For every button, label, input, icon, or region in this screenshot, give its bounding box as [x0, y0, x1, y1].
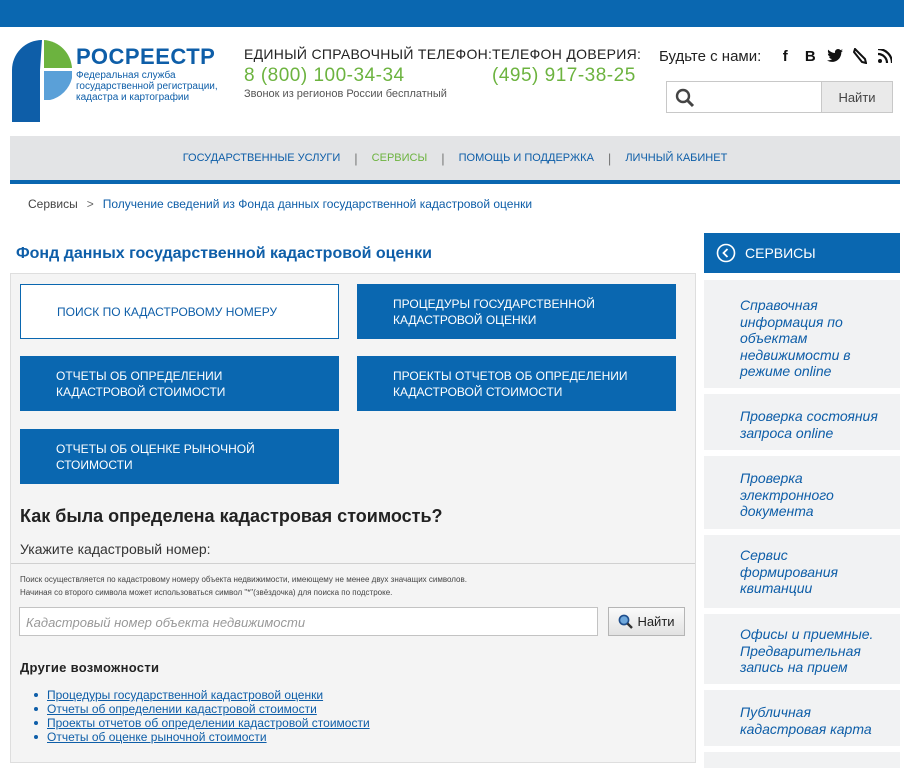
howto-title: Как была определена кадастровая стоимость?: [20, 506, 443, 526]
nav-item-services[interactable]: СЕРВИСЫ: [371, 152, 428, 164]
logo-name: РОСРЕЕСТР: [76, 44, 216, 69]
site-search: [666, 81, 893, 113]
nav-separator: |: [354, 150, 358, 166]
list-item: [34, 730, 370, 744]
bullet-icon: [34, 721, 38, 725]
nav-separator: |: [607, 150, 612, 166]
social-label: Будьте с нами:: [659, 47, 762, 65]
sidebar-header-label: СЕРВИСЫ: [745, 245, 816, 261]
other-options-list: [34, 688, 370, 744]
sidebar-item-reference-info[interactable]: Справочная информация по объектам недвижимости в режиме online: [704, 280, 900, 388]
cadastral-search-button[interactable]: [608, 607, 685, 636]
service-button-valuation-procedures[interactable]: ПРОЦЕДУРЫ ГОСУДАРСТВЕННОЙ КАДАСТРОВОЙ ОЦЕНКИ: [357, 284, 676, 339]
nav-separator: |: [441, 150, 445, 166]
hotline-number[interactable]: 8 (800) 100-34-34: [244, 65, 405, 86]
list-item: [34, 702, 370, 716]
cadastral-number-input[interactable]: Кадастровый номер объекта недвижимости: [19, 607, 598, 636]
breadcrumb-separator: >: [86, 197, 94, 211]
list-item: [34, 688, 370, 702]
trust-line-title: ТЕЛЕФОН ДОВЕРИЯ:: [492, 46, 642, 62]
other-options-title: Другие возможности: [20, 660, 160, 675]
chevron-left-circle-icon: [716, 243, 736, 263]
sidebar-item-request-status[interactable]: Проверка состояния запроса online: [704, 394, 900, 450]
cadastral-search-button-label: Найти: [637, 614, 675, 629]
page-title: Фонд данных государственной кадастровой оценки: [16, 245, 432, 262]
hotline-note: Звонок из регионов России бесплатный: [244, 88, 447, 100]
service-button-valuation-reports[interactable]: ОТЧЕТЫ ОБ ОПРЕДЕЛЕНИИ КАДАСТРОВОЙ СТОИМОСТИ: [20, 356, 339, 411]
main-navigation: [10, 136, 900, 180]
sidebar-item-partial: [704, 752, 900, 768]
breadcrumb: [28, 197, 532, 211]
sidebar-item-receipt-service[interactable]: Сервис формирования квитанции: [704, 535, 900, 608]
bullet-icon: [34, 707, 38, 711]
facebook-icon[interactable]: f: [782, 47, 788, 65]
hotline-block: [244, 46, 492, 100]
cadastral-number-label: Укажите кадастровый номер:: [20, 541, 211, 557]
service-button-cadastral-search[interactable]: ПОИСК ПО КАДАСТРОВОМУ НОМЕРУ: [20, 284, 339, 339]
other-link[interactable]: Отчеты об определении кадастровой стоимости: [47, 702, 317, 716]
nav-underline: [10, 180, 900, 184]
rosreestr-logo[interactable]: [12, 40, 222, 124]
other-link[interactable]: Процедуры государственной кадастровой оценки: [47, 688, 324, 702]
sidebar-header[interactable]: [704, 233, 900, 273]
trust-line-block: [492, 46, 641, 87]
twitter-icon[interactable]: [824, 46, 846, 66]
list-item: [34, 716, 370, 730]
other-link[interactable]: Проекты отчетов об определении кадастровой стоимости: [47, 716, 370, 730]
search-icon: [675, 88, 695, 108]
nav-item-help-support[interactable]: ПОМОЩЬ И ПОДДЕРЖКА: [458, 152, 594, 164]
magnifier-icon: [618, 614, 633, 629]
search-hint-line: Начиная со второго символа может использоваться символ "*"(звёздочка) для поиска по подстроке.: [20, 588, 393, 597]
livejournal-icon[interactable]: [849, 46, 871, 66]
nav-item-personal-account[interactable]: ЛИЧНЫЙ КАБИНЕТ: [625, 152, 728, 164]
sidebar-item-document-check[interactable]: Проверка электронного документа: [704, 456, 900, 529]
logo-subtitle: Федеральная служба государственной регистрации, кадастра и картографии: [76, 70, 218, 103]
breadcrumb-current[interactable]: Получение сведений из Фонда данных государственной кадастровой оценки: [102, 197, 533, 211]
site-search-input[interactable]: [666, 81, 821, 113]
service-button-market-reports[interactable]: ОТЧЕТЫ ОБ ОЦЕНКЕ РЫНОЧНОЙ СТОИМОСТИ: [20, 429, 339, 484]
divider: [11, 563, 695, 564]
rss-icon[interactable]: [874, 46, 896, 66]
logo-emblem-icon: [12, 40, 72, 122]
bullet-icon: [34, 735, 38, 739]
trust-line-number[interactable]: (495) 917-38-25: [492, 65, 636, 86]
sidebar-item-offices-appointments[interactable]: Офисы и приемные. Предварительная запись на прием: [704, 614, 900, 684]
top-bar: [0, 0, 904, 27]
other-link[interactable]: Отчеты об оценке рыночной стоимости: [47, 730, 267, 744]
service-button-draft-reports[interactable]: ПРОЕКТЫ ОТЧЕТОВ ОБ ОПРЕДЕЛЕНИИ КАДАСТРОВОЙ СТОИМОСТИ: [357, 356, 676, 411]
search-hint-line: Поиск осуществляется по кадастровому номеру объекта недвижимости, имеющему не менее двух значащих символов.: [20, 575, 467, 584]
bullet-icon: [34, 693, 38, 697]
vk-icon[interactable]: B: [804, 47, 816, 65]
sidebar-item-cadastral-map[interactable]: Публичная кадастровая карта: [704, 690, 900, 746]
social-links: [659, 46, 896, 66]
nav-item-government-services[interactable]: ГОСУДАРСТВЕННЫЕ УСЛУГИ: [182, 152, 341, 164]
hotline-title: ЕДИНЫЙ СПРАВОЧНЫЙ ТЕЛЕФОН:: [244, 46, 493, 62]
breadcrumb-root[interactable]: Сервисы: [28, 197, 78, 211]
site-search-button[interactable]: Найти: [821, 81, 893, 113]
search-hint: [20, 573, 467, 599]
